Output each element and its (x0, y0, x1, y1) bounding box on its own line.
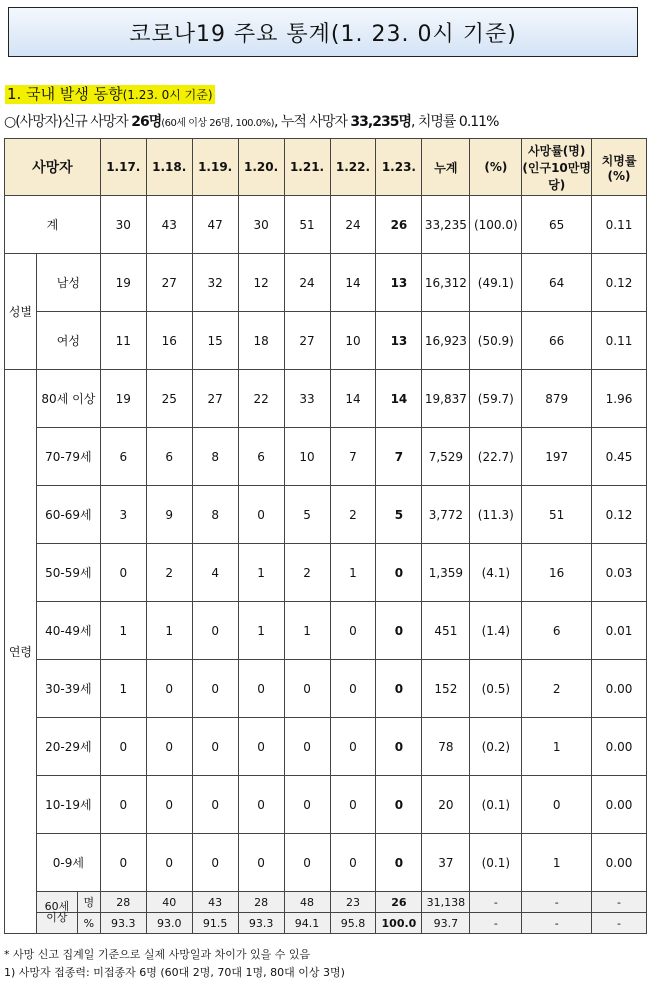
summary-prefix: ○(사망자)신규 사망자 (4, 114, 132, 130)
value-cell: 0 (330, 834, 376, 892)
over60-label-wrap (37, 892, 100, 924)
value-cell: 1,359 (422, 544, 470, 602)
value-cell: (1.4) (470, 602, 522, 660)
value-cell: 95.8 (330, 913, 376, 934)
summary-detail: (60세 이상 26명, 100.0%) (161, 118, 274, 129)
group-label-age: 연령 (5, 370, 37, 934)
value-cell: 0.11 (592, 196, 647, 254)
value-cell: 0 (100, 718, 146, 776)
value-cell: 16 (522, 544, 592, 602)
value-cell: 30 (100, 196, 146, 254)
value-cell: 0.45 (592, 428, 647, 486)
value-cell: 7 (330, 428, 376, 486)
group-label-sex: 성별 (5, 254, 37, 370)
row-label: 50-59세 (36, 544, 100, 602)
header-cell: 1.17. (100, 139, 146, 196)
value-cell: 6 (100, 428, 146, 486)
value-cell: - (592, 892, 647, 913)
summary-new-deaths: 26명 (131, 114, 162, 130)
value-cell: 1 (522, 718, 592, 776)
value-cell: 0 (284, 718, 330, 776)
value-cell: 27 (284, 312, 330, 370)
value-cell: 14 (330, 254, 376, 312)
value-cell: 8 (192, 486, 238, 544)
value-cell: 0 (376, 718, 422, 776)
value-cell: 1 (238, 602, 284, 660)
header-cell: 1.19. (192, 139, 238, 196)
header-cell: 사망자 (5, 139, 101, 196)
value-cell: 4 (192, 544, 238, 602)
value-cell: 0 (284, 660, 330, 718)
value-cell: 0.00 (592, 660, 647, 718)
value-cell: (0.1) (470, 834, 522, 892)
summary-mid: , 누적 사망자 (274, 114, 351, 130)
value-cell: 0 (146, 834, 192, 892)
value-cell: 26 (376, 892, 422, 913)
row-label: 20-29세 (36, 718, 100, 776)
value-cell: - (522, 892, 592, 913)
value-cell: (0.5) (470, 660, 522, 718)
value-cell: 31,138 (422, 892, 470, 913)
value-cell: 0.11 (592, 312, 647, 370)
value-cell: 13 (376, 254, 422, 312)
value-cell: 2 (284, 544, 330, 602)
page-title-text: 코로나19 주요 통계(1. 23. 0시 기준) (129, 21, 517, 47)
table-row (5, 544, 647, 602)
value-cell: 6 (522, 602, 592, 660)
value-cell: 10 (330, 312, 376, 370)
row-label: 여성 (36, 312, 100, 370)
value-cell: 0 (192, 776, 238, 834)
header-cell: 사망률(명)(인구10만명당) (522, 139, 592, 196)
value-cell: 2 (522, 660, 592, 718)
value-cell: 1 (146, 602, 192, 660)
value-cell: 0 (284, 776, 330, 834)
over60-label (37, 892, 77, 924)
value-cell: 16 (146, 312, 192, 370)
value-cell: 197 (522, 428, 592, 486)
value-cell: 0 (330, 776, 376, 834)
value-cell: (4.1) (470, 544, 522, 602)
value-cell: 12 (238, 254, 284, 312)
value-cell: - (470, 892, 522, 913)
value-cell: 0.12 (592, 254, 647, 312)
value-cell: 19 (100, 254, 146, 312)
value-cell: 78 (422, 718, 470, 776)
value-cell: 451 (422, 602, 470, 660)
row-label: 40-49세 (36, 602, 100, 660)
footnote-1: * 사망 신고 집계일 기준으로 실제 사망일과 차이가 있을 수 있음 (4, 948, 311, 961)
value-cell: 9 (146, 486, 192, 544)
value-cell: 0.03 (592, 544, 647, 602)
section-heading (5, 85, 215, 104)
over60-row (5, 913, 647, 934)
value-cell: 24 (330, 196, 376, 254)
value-cell: 93.7 (422, 913, 470, 934)
value-cell: 0 (238, 776, 284, 834)
value-cell: 25 (146, 370, 192, 428)
value-cell: 91.5 (192, 913, 238, 934)
summary-cumulative: 33,235명 (350, 114, 411, 130)
value-cell: 30 (238, 196, 284, 254)
value-cell: 0.01 (592, 602, 647, 660)
value-cell: 47 (192, 196, 238, 254)
value-cell: 13 (376, 312, 422, 370)
over60-label-text: 60세 이상 (44, 900, 70, 924)
header-cell: 치명률(%) (592, 139, 647, 196)
table-row (5, 254, 647, 312)
value-cell: 1 (100, 602, 146, 660)
over60-row (5, 892, 647, 913)
value-cell: (22.7) (470, 428, 522, 486)
table-row (5, 718, 647, 776)
section-date: (1.23. 0시 기준) (122, 88, 213, 102)
value-cell: 1 (330, 544, 376, 602)
table-row (5, 196, 647, 254)
page-title (8, 7, 638, 57)
value-cell: 0 (330, 660, 376, 718)
value-cell: 100.0 (376, 913, 422, 934)
value-cell: 0 (376, 660, 422, 718)
value-cell: 26 (376, 196, 422, 254)
value-cell: 8 (192, 428, 238, 486)
value-cell: 1 (284, 602, 330, 660)
value-cell: 20 (422, 776, 470, 834)
row-label: 80세 이상 (36, 370, 100, 428)
value-cell: 16,312 (422, 254, 470, 312)
value-cell: (0.1) (470, 776, 522, 834)
value-cell: 879 (522, 370, 592, 428)
table-row (5, 370, 647, 428)
value-cell: 10 (284, 428, 330, 486)
value-cell: 1.96 (592, 370, 647, 428)
row-label: 남성 (36, 254, 100, 312)
header-cell: 1.22. (330, 139, 376, 196)
value-cell: 23 (330, 892, 376, 913)
value-cell: 66 (522, 312, 592, 370)
value-cell: 93.3 (100, 913, 146, 934)
header-cell: 1.21. (284, 139, 330, 196)
value-cell: 0 (100, 834, 146, 892)
header-row (5, 139, 647, 196)
value-cell: 93.0 (146, 913, 192, 934)
value-cell: 0 (146, 660, 192, 718)
value-cell: 16,923 (422, 312, 470, 370)
value-cell: 64 (522, 254, 592, 312)
value-cell: 0 (238, 486, 284, 544)
value-cell: - (592, 913, 647, 934)
value-cell: 0 (376, 834, 422, 892)
table-row (5, 312, 647, 370)
value-cell: 18 (238, 312, 284, 370)
summary-line (4, 111, 498, 131)
table-row (5, 834, 647, 892)
value-cell: 40 (146, 892, 192, 913)
value-cell: 5 (284, 486, 330, 544)
deaths-table (4, 138, 647, 934)
value-cell: (59.7) (470, 370, 522, 428)
value-cell: 5 (376, 486, 422, 544)
value-cell: (100.0) (470, 196, 522, 254)
value-cell: 19 (100, 370, 146, 428)
over60-unit: 명 (77, 892, 100, 912)
value-cell: 0 (376, 544, 422, 602)
value-cell: 51 (522, 486, 592, 544)
value-cell: 93.3 (238, 913, 284, 934)
value-cell: 43 (146, 196, 192, 254)
table-row (5, 486, 647, 544)
value-cell: (50.9) (470, 312, 522, 370)
value-cell: 0 (376, 776, 422, 834)
value-cell: 0 (192, 602, 238, 660)
value-cell: 19,837 (422, 370, 470, 428)
value-cell: 43 (192, 892, 238, 913)
value-cell: 6 (238, 428, 284, 486)
table-row (5, 428, 647, 486)
value-cell: 65 (522, 196, 592, 254)
value-cell: 11 (100, 312, 146, 370)
value-cell: 94.1 (284, 913, 330, 934)
value-cell: 15 (192, 312, 238, 370)
value-cell: - (470, 913, 522, 934)
value-cell: 24 (284, 254, 330, 312)
row-label: 30-39세 (36, 660, 100, 718)
value-cell: 0 (100, 776, 146, 834)
value-cell: 27 (192, 370, 238, 428)
header-cell: 누계 (422, 139, 470, 196)
value-cell: 28 (238, 892, 284, 913)
footnote-2: 1) 사망자 접종력: 미접종자 6명 (60대 2명, 70대 1명, 80대 이상 3명) (4, 966, 345, 979)
value-cell: (49.1) (470, 254, 522, 312)
row-label: 계 (5, 196, 101, 254)
value-cell: 32 (192, 254, 238, 312)
value-cell: 3,772 (422, 486, 470, 544)
value-cell: 33,235 (422, 196, 470, 254)
value-cell: 152 (422, 660, 470, 718)
header-cell: 1.20. (238, 139, 284, 196)
value-cell: 37 (422, 834, 470, 892)
value-cell: 0.00 (592, 776, 647, 834)
value-cell: 51 (284, 196, 330, 254)
value-cell: (0.2) (470, 718, 522, 776)
value-cell: 0 (192, 660, 238, 718)
value-cell: 0 (238, 834, 284, 892)
value-cell: 0 (146, 776, 192, 834)
over60-unit: % (77, 913, 100, 933)
value-cell: 2 (146, 544, 192, 602)
value-cell: 1 (238, 544, 284, 602)
value-cell: 7,529 (422, 428, 470, 486)
value-cell: 0.00 (592, 834, 647, 892)
row-label: 70-79세 (36, 428, 100, 486)
table-row (5, 776, 647, 834)
value-cell: 7 (376, 428, 422, 486)
value-cell: 0 (330, 718, 376, 776)
value-cell: 48 (284, 892, 330, 913)
value-cell: 0 (522, 776, 592, 834)
header-cell: 1.23. (376, 139, 422, 196)
value-cell: 14 (330, 370, 376, 428)
row-label: 60-69세 (36, 486, 100, 544)
value-cell: (11.3) (470, 486, 522, 544)
value-cell: 1 (522, 834, 592, 892)
value-cell: 0 (376, 602, 422, 660)
value-cell: 3 (100, 486, 146, 544)
value-cell: 6 (146, 428, 192, 486)
value-cell: 28 (100, 892, 146, 913)
value-cell: 0 (146, 718, 192, 776)
value-cell: 14 (376, 370, 422, 428)
header-cell: 1.18. (146, 139, 192, 196)
value-cell: 0 (238, 660, 284, 718)
value-cell: 0.12 (592, 486, 647, 544)
value-cell: 33 (284, 370, 330, 428)
row-label: 0-9세 (36, 834, 100, 892)
value-cell: 0 (100, 544, 146, 602)
value-cell: 0.00 (592, 718, 647, 776)
value-cell: 0 (192, 718, 238, 776)
value-cell: 0 (284, 834, 330, 892)
value-cell: 1 (100, 660, 146, 718)
row-label: 10-19세 (36, 776, 100, 834)
table-row (5, 660, 647, 718)
value-cell: 0 (192, 834, 238, 892)
over60-label-cell (36, 892, 100, 924)
value-cell: 0 (238, 718, 284, 776)
value-cell: 22 (238, 370, 284, 428)
value-cell: 0 (330, 602, 376, 660)
header-cell: (%) (470, 139, 522, 196)
value-cell: 27 (146, 254, 192, 312)
value-cell: - (522, 913, 592, 934)
table-row (5, 602, 647, 660)
summary-rate: , 치명률 0.11% (410, 114, 499, 130)
value-cell: 2 (330, 486, 376, 544)
section-label: 1. 국내 발생 동향 (7, 85, 123, 103)
